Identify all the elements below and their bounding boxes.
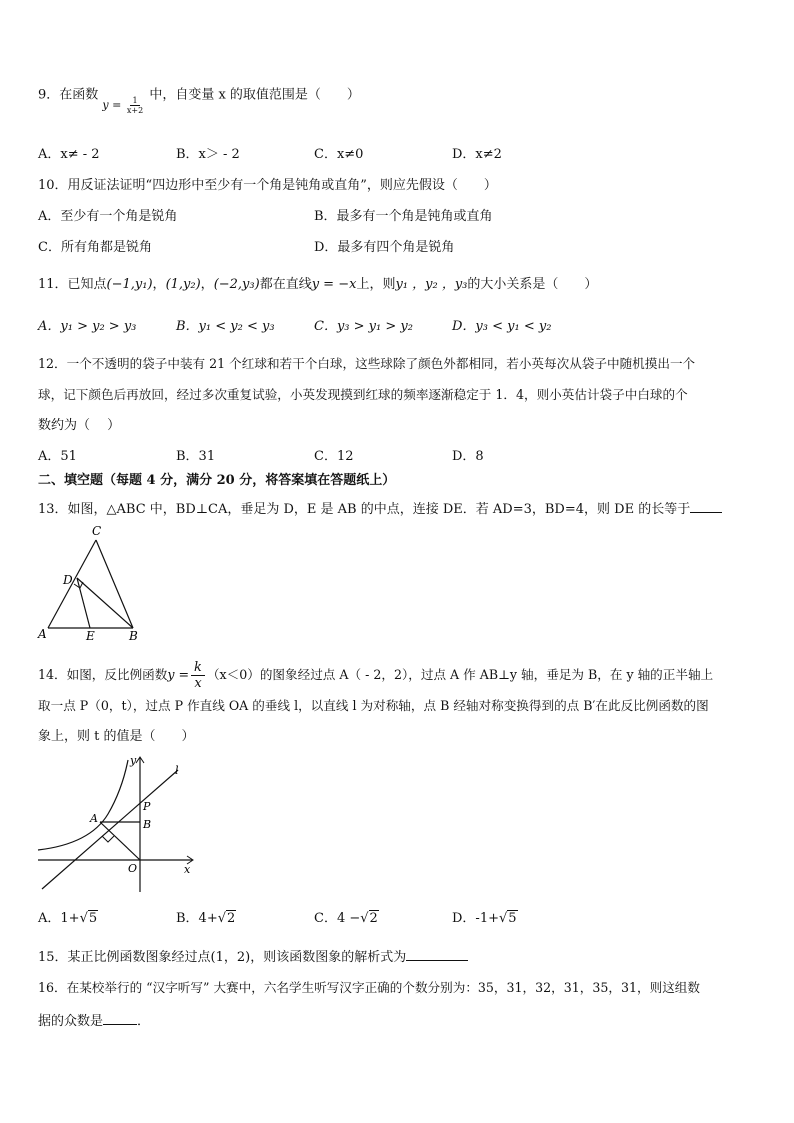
q13-label-d: D — [63, 573, 73, 587]
q14-option-a-pre: A．1+ — [38, 911, 80, 926]
q13-triangle-figure — [30, 520, 150, 645]
q14-line1 — [38, 660, 713, 691]
q11-stem — [38, 276, 597, 294]
q14-right-angle-mark — [102, 836, 114, 842]
q11-option-d: D．y₃ < y₁ < y₂ — [452, 319, 552, 334]
q11-part3: 上，则 — [356, 277, 396, 292]
q14-option-b-sqrt: √2 — [217, 911, 236, 926]
q9-function — [102, 96, 145, 115]
q16-end: ． — [137, 1014, 151, 1029]
q13-side-cb — [96, 540, 133, 628]
q14-line2: 取一点 P（0，t），过点 P 作直线 OA 的垂线 l，以直线 l 为对称轴，点 B 经轴对称变换得到的点 B′在此反比例函数的图 — [38, 698, 709, 713]
q11-option-b: B．y₁ < y₂ < y₃ — [176, 319, 275, 334]
q14-func-k: k — [191, 660, 205, 676]
q12-option-c: C．12 — [314, 449, 354, 464]
q13-answer-blank — [690, 500, 722, 513]
q11-part4: 的大小关系是（ ） — [467, 277, 598, 292]
q16-line2 — [38, 1012, 150, 1031]
q12-line3: 数约为（ ） — [38, 418, 121, 433]
q14-option-a — [38, 910, 98, 928]
q14-label-x: x — [184, 863, 191, 876]
q14-label-o: O — [128, 862, 138, 875]
q14-option-a-sqrt: √5 — [79, 911, 98, 926]
q9-option-d: D．x≠2 — [452, 147, 502, 162]
q9-func-den: x+2 — [126, 106, 144, 115]
q9-option-a: A．x≠ - 2 — [38, 147, 100, 162]
q16-line2-text: 据的众数是 — [38, 1014, 104, 1029]
q14-option-c — [314, 910, 379, 928]
q14-label-p: P — [143, 800, 151, 813]
q10-option-c: C．所有角都是锐角 — [38, 240, 152, 255]
q11-line-eq: y = −x — [311, 277, 357, 292]
q9-stem — [38, 86, 360, 115]
q9-suffix: 中，自变量 x 的取值范围是（ ） — [149, 87, 360, 103]
q13-label-a: A — [38, 627, 47, 641]
q12-option-b: B．31 — [176, 449, 216, 464]
q13-segment-de — [77, 578, 90, 628]
q15-stem — [38, 948, 468, 967]
q12-option-d: D．8 — [452, 449, 484, 464]
q9-func-y: y = — [102, 98, 122, 112]
q9-prefix: 9．在函数 — [38, 87, 99, 103]
q14-label-b: B — [143, 818, 152, 831]
q11-part2: 都在直线 — [259, 277, 312, 292]
q11-option-c: C．y₃ > y₁ > y₂ — [314, 319, 413, 334]
q13-stem — [38, 500, 722, 519]
q14-line-l — [42, 770, 178, 889]
q14-option-b-rad: 2 — [227, 911, 236, 926]
q11-sep1: ， — [152, 277, 166, 292]
q16-answer-blank — [103, 1012, 137, 1025]
q11-option-a: A．y₁ > y₂ > y₃ — [38, 319, 137, 334]
q11-point1: (−1,y₁) — [106, 277, 153, 292]
q10-stem: 10．用反证法证明“四边形中至少有一个角是钝角或直角”，则应先假设（ ） — [38, 178, 497, 193]
q13-stem-text: 13．如图，△ABC 中，BD⊥CA，垂足为 D，E 是 AB 的中点，连接 DE．若 AD=3，BD=4，则 DE 的长等于 — [38, 502, 691, 517]
q14-option-c-rad: 2 — [369, 911, 378, 926]
q14-option-b-pre: B．4+ — [176, 911, 218, 926]
q11-point2: (1,y₂) — [165, 277, 201, 292]
q9-func-num: 1 — [132, 96, 138, 105]
q14-option-d-sqrt: √5 — [498, 911, 517, 926]
q10-option-b: B．最多有一个角是钝角或直角 — [314, 209, 493, 224]
q9-fraction — [127, 96, 143, 115]
q13-label-c: C — [92, 524, 102, 538]
q14-line1-rest: （x＜0）的图象经过点 A（ - 2，2），过点 A 作 AB⊥y 轴，垂足为 B，在 y 轴的正半轴上 — [206, 667, 714, 682]
q14-option-a-rad: 5 — [88, 911, 98, 926]
section-2-heading: 二、填空题（每题 4 分，满分 20 分，将答案填在答题纸上） — [38, 473, 396, 488]
q10-option-d: D．最多有四个角是锐角 — [314, 240, 455, 255]
q10-option-a: A．至少有一个角是锐角 — [38, 209, 178, 224]
q14-option-c-pre: C．4 − — [314, 911, 361, 926]
q14-prefix: 14．如图，反比例函数 — [38, 667, 168, 682]
q14-func-y: y = — [167, 667, 190, 682]
q13-segment-bd — [77, 578, 133, 628]
q14-line3: 象上，则 t 的值是（ ） — [38, 729, 195, 744]
q12-line1: 12．一个不透明的袋子中装有 21 个红球和若干个白球，这些球除了颜色外都相同，若小英每次从袋子中随机摸出一个 — [38, 356, 696, 371]
q14-coordinate-figure — [30, 752, 200, 897]
q14-label-l: l — [175, 764, 179, 777]
q14-label-y: y — [130, 754, 137, 767]
q15-answer-blank — [406, 948, 468, 961]
q14-label-a: A — [90, 812, 98, 825]
q14-option-c-sqrt: √2 — [360, 911, 378, 926]
q11-part1: 11．已知点 — [38, 277, 107, 292]
q15-stem-text: 15．某正比例函数图象经过点(1，2)，则该函数图象的解析式为 — [38, 950, 407, 965]
q14-option-b — [176, 910, 236, 928]
q11-vars: y₁ ，y₂ ，y₃ — [395, 277, 468, 292]
q9-option-b: B．x＞ - 2 — [176, 147, 240, 162]
q14-option-d-rad: 5 — [508, 911, 517, 926]
q14-segment-ao — [100, 822, 140, 860]
q14-func-x: x — [194, 676, 202, 691]
q14-fraction — [191, 660, 205, 691]
q13-label-e: E — [86, 629, 95, 643]
q9-option-c: C．x≠0 — [314, 147, 364, 162]
q12-option-a: A．51 — [38, 449, 77, 464]
q16-line1: 16．在某校举行的 “汉字听写” 大赛中，六名学生听写汉字正确的个数分别为：35，31，32，31，35，31，则这组数 — [38, 980, 700, 995]
q12-line2: 球，记下颜色后再放回，经过多次重复试验，小英发现摸到红球的频率逐渐稳定于 1．4，则小英估计袋子中白球的个 — [38, 387, 688, 402]
q14-option-d — [452, 910, 518, 928]
q11-point3: (−2,y₃) — [213, 277, 260, 292]
q11-sep2: ， — [200, 277, 214, 292]
q14-option-d-pre: D．-1+ — [452, 911, 499, 926]
q13-label-b: B — [129, 629, 138, 643]
